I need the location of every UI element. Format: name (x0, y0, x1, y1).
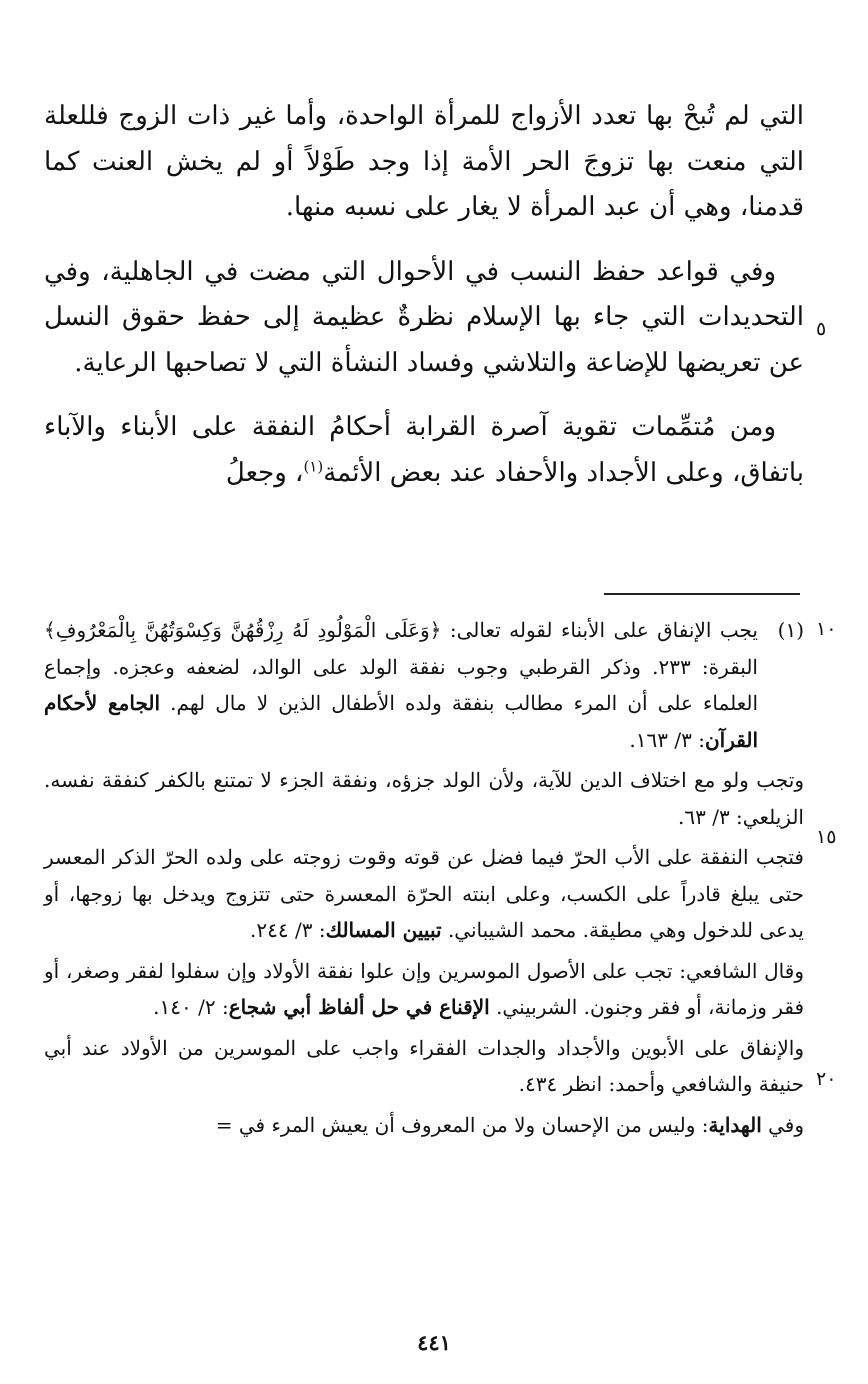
footnote-source-ref: : ٣/ ٢٤٤. (250, 918, 326, 942)
footnote-source-title: الهداية (708, 1112, 762, 1137)
footnote-source-title: الجامع لأحكام القرآن (44, 691, 758, 752)
footnote-separator (604, 593, 800, 595)
paragraph-2-text: وفي قواعد حفظ النسب في الأحوال التي مضت في الجاهلية، وفي التحديدات التي جاء بها الإسلام نظرةٌ عظيمة إلى حفظ حقوق النسل عن تعريضها للإضاعة والتلاشي وفساد النشأة التي لا تصاحبها الرعاية. (44, 256, 804, 378)
paragraph-3-text: ومن مُتمِّمات تقوية آصرة القرابة أحكامُ النفقة على الأبناء والآباء باتفاق، وعلى الأجداد والأحفاد عند بعض الأئمة (44, 412, 804, 488)
footnote-1-part-3 (44, 839, 804, 949)
main-text (44, 94, 804, 496)
footnote-source-ref: : ٣/ ١٦٣. (629, 727, 705, 752)
paragraph-1: التي لم تُبحْ بها تعدد الأزواج للمرأة الواحدة، وأما غير ذات الزوج فللعلة التي منعت بها تزوجَ الحر الأمة إذا وجد طَوْلاً أو لم يخش العنت كما قدمنا، وهي أن عبد المرأة لا يغار على نسبه منها. (44, 101, 804, 222)
paragraph-3-tail: ، وجعلُ (225, 457, 304, 488)
footnote-1-part-5 (44, 1030, 804, 1103)
line-number-20: ٢٠ (816, 1068, 837, 1090)
footnote-source-ref: : ٢/ ١٤٠. (153, 995, 229, 1019)
line-numbers (808, 0, 868, 1384)
footnote-source-ref: : وليس من الإحسان ولا من المعروف أن يعيش المرء في = (215, 1112, 709, 1137)
footnote-reference[interactable]: (١) (303, 456, 324, 475)
footnote-1-part-6 (44, 1107, 804, 1144)
line-number-5: ٥ (816, 318, 827, 340)
paragraph-2 (44, 250, 804, 387)
line-number-15: ١٥ (816, 826, 837, 848)
footnote-number: (١) (777, 618, 804, 642)
line-number-10: ١٠ (816, 618, 837, 640)
footnote-1-part-4 (44, 953, 804, 1026)
footnotes (44, 612, 804, 1143)
footnote-text: وتجب ولو مع اختلاف الدين للآية، ولأن الولد جزؤه، ونفقة الجزء لا تمتنع بالكفر كنفقة نفسه. الزيلعي: ٣/ ٦٣. (44, 768, 804, 829)
page-number: ٤٤١ (417, 1330, 451, 1355)
footnote-source-title: الإقناع في حل ألفاظ أبي شجاع (228, 995, 490, 1019)
footnote-text: وفي (768, 1112, 804, 1137)
footnote-text: فتجب النفقة على الأب الحرّ فيما فضل عن قوته وقوت زوجته على ولده الحرّ الذكر المعسر حتى يبلغ قادراً على الكسب، وعلى ابنته الحرّة المعسرة حتى تتزوج ويدخل بها زوجها، أو يدعى للدخول وهي مطيقة. محمد الشيباني. (44, 845, 804, 942)
footnote-text: يجب الإنفاق على الأبناء لقوله تعالى: ﴿وَعَلَى الْمَوْلُودِ لَهُ رِزْقُهُنَّ وَكِسْوَتُهُنَّ بِالْمَعْرُوفِ﴾ البقرة: ٢٣٣. وذكر القرطبي وجوب نفقة الولد على الوالد، لضعفه وعجزه. وإجماع العلماء على أن المرء مطالب بنفقة ولده الأطفال الذين لا مال لهم. (44, 618, 759, 715)
paragraph-3 (44, 405, 804, 496)
footnote-text: وقال الشافعي: تجب على الأصول الموسرين وإن علوا نفقة الأولاد وإن سفلوا لفقر وصغر، أو فقر وزمانة، أو فقر وجنون. الشربيني. (44, 958, 804, 1019)
footnote-1-part-2 (44, 762, 804, 835)
footnote-text: والإنفاق على الأبوين والأجداد والجدات الفقراء واجب على الموسرين من الأولاد عند أبي حنيفة والشافعي وأحمد: انظر ٤٣٤. (44, 1035, 804, 1096)
footnote-source-title: تبيين المسالك (325, 918, 442, 942)
footnote-1 (44, 612, 804, 758)
